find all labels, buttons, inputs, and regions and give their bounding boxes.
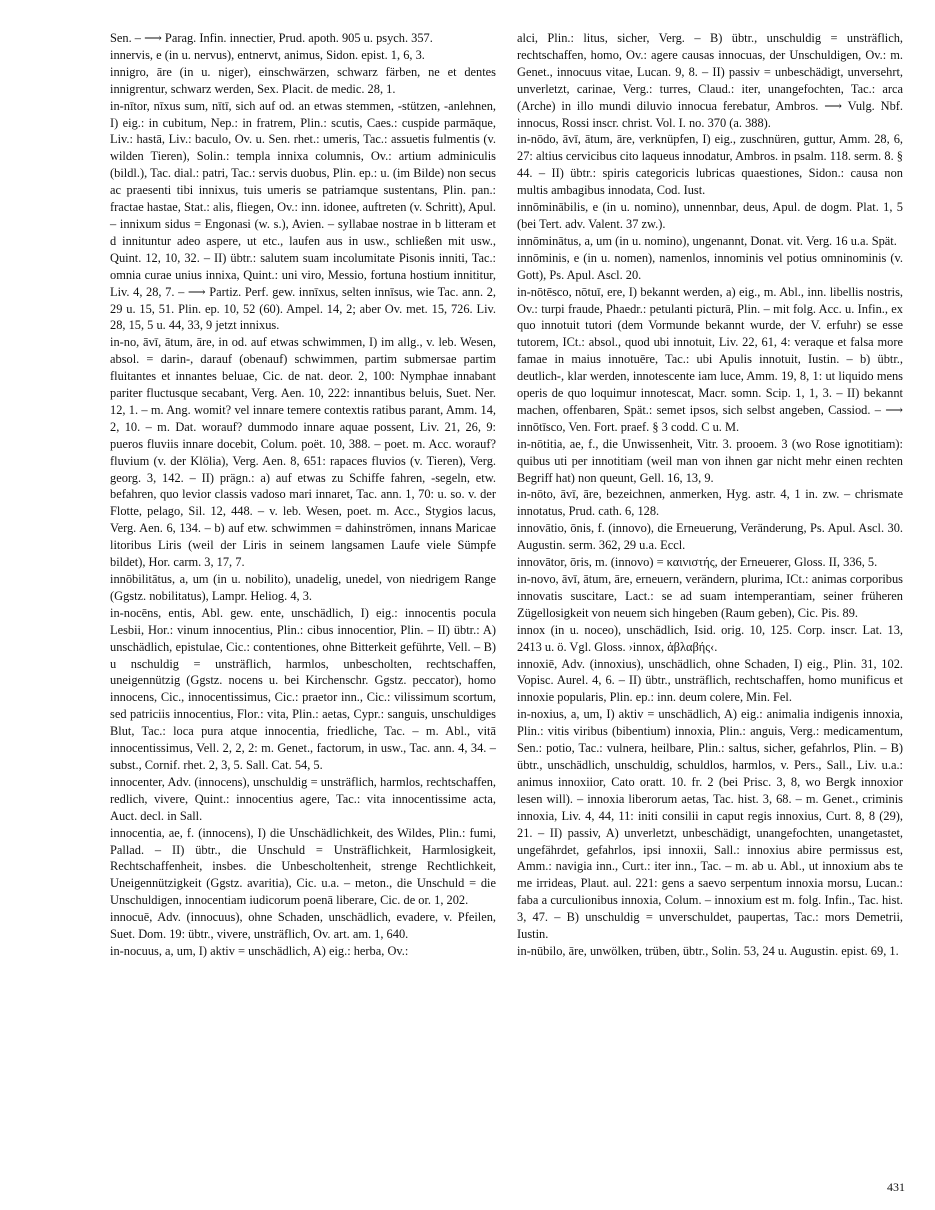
- dictionary-entry: in-nocēns, entis, Abl. gew. ente, unschädlich, I) eig.: innocentis pocula Lesbii, Hor.: vinum innocentius, Plin.: cibus innocentior, Plin. – II) übtr.: A) unschädlich, epistulae, Cic.: contentiones, ohne Bitterkeit geführte, Vell. – B) u nschuldig = unsträflich, harmlos, unbescholten, rechtschaffen, uneigennützig (Ggstz. nocens u. bei Kirchenschr. Ggstz. peccator), homo innocens, Cic., innocentissimus, Cic.: praetor inn., Cic.: vilissimum scortum, sed patriciis innocentius, Flor.: vita, Plin.: aetas, Cypr.: sanguis, unschuldiges Blut, Tac.: loca pura atque innocentia, friedliche, Tac. – m. Abl., vitā innocentissimus, Vell. 2, 2, 2: m. Genet., factorum, in usw., Tac. ann. 4, 34. – subst., Cornif. rhet. 2, 3, 5. Sall. Cat. 54, 5.: [110, 605, 496, 772]
- dictionary-entry: in-nocuus, a, um, I) aktiv = unschädlich, A) eig.: herba, Ov.:: [110, 943, 409, 958]
- dictionary-entry: in-nōdo, āvī, ātum, āre, verknüpfen, I) eig., zuschnüren, guttur, Amm. 28, 6, 27: altius cervicibus cito laqueus innodatur, Ambros. in psalm. 118. serm. 8. § 44. – II) übtr.: spiris categoricis lubricas quaestiones, Sidon.: causa non multis ambagibus innodata, Cod. Iust.: [517, 132, 903, 198]
- dictionary-entry: innox (in u. noceo), unschädlich, Isid. orig. 10, 125. Corp. inscr. Lat. 13, 2413 u. ö. Vgl. Gloss. ›innox, ἀβλαβής‹.: [517, 622, 903, 654]
- dictionary-entry: innocenter, Adv. (innocens), unschuldig = unsträflich, harmlos, rechtschaffen, redlich, vivere, Quint.: innocentius agere, Tac.: vita innocentissime acta, Auct. decl. in Sall.: [110, 774, 496, 823]
- dictionary-entry: in-novo, āvī, ātum, āre, erneuern, verändern, plurima, ICt.: animas corporibus innovatis suscitare, Lact.: se ad suam intemperantiam, seiner früheren Zügellosigkeit von neuem sich hingeben (Raum geben), Cic. Pis. 89.: [517, 572, 903, 620]
- dictionary-entry: in-nūbilo, āre, unwölken, trüben, übtr., Solin. 53, 24 u. Augustin. epist. 69, 1.: [517, 943, 899, 958]
- dictionary-entry: innoxiē, Adv. (innoxius), unschädlich, ohne Schaden, I) eig., Plin. 31, 102. Vopisc. Aurel. 4, 6. – II) übtr., unsträflich, rechtschaffen, homo munificus et innoxie popularis, Plin. ep.: inn. deum colere, Min. Fel.: [517, 656, 903, 705]
- dictionary-entry: innovātio, ōnis, f. (innovo), die Erneuerung, Veränderung, Ps. Apul. Ascl. 30. Augustin. serm. 362, 29 u.a. Eccl.: [517, 521, 903, 553]
- left-column: [110, 30, 496, 960]
- dictionary-entry: alci, Plin.: litus, sicher, Verg. – B) übtr., unschuldig = unsträflich, rechtschaffen, homo, Ov.: agere causas innocuas, der Unschuldigen, Ov.: m. Genet., innocuus vitae, Lucan. 9, 8. – II) passiv = unbeschädigt, unversehrt, unverletzt, carinae, Verg.: turres, Claud.: iter, unangefochten, Tac.: arca (Arche) in illo mundi diluvio innocua ferebatur, Ambros. ⟶ Vulg. Nbf. innocus, Rossi inscr. christ. Vol. I. no. 370 (a. 388).: [517, 31, 903, 130]
- dictionary-entry: in-nōtitia, ae, f., die Unwissenheit, Vitr. 3. prooem. 3 (wo Rose ignotitiam): quibus uti per innotitiam (weil man von ihnen gar nicht mehr einen rechten Begriff hat) non queunt, Gell. 16, 13, 9.: [517, 436, 903, 485]
- dictionary-entry: innocentia, ae, f. (innocens), I) die Unschädlichkeit, des Wildes, Plin.: fumi, Pallad. – II) übtr., die Unschuld = Unsträflichkeit, Harmlosigkeit, Rechtschaffenheit, insbes. die Unbescholtenheit, strenge Rechtlichkeit, Uneigennützigkeit (Ggstz. avaritia), Cic. u.a. – meton., die Unschuld = die Unschuldigen, innocentiam iudicorum poenā liberare, Cic. de or. 1, 202.: [110, 825, 496, 908]
- dictionary-entry: innovātor, ōris, m. (innovo) = καινιστής, der Erneuerer, Gloss. II, 336, 5.: [517, 555, 878, 570]
- dictionary-entry: innōminābilis, e (in u. nomino), unnennbar, deus, Apul. de dogm. Plat. 1, 5 (bei Tert. adv. Valent. 37 zw.).: [517, 200, 903, 231]
- dictionary-entry: in-nītor, nīxus sum, nītī, sich auf od. an etwas stemmen, -stützen, -anlehnen, I) eig.: in cubitum, Nep.: in fratrem, Plin.: scutis, Caes.: cuspide parmāque, Liv.: hastā, Liv.: baculo, Ov. u. Sen. rhet.: umeris, Tac.: assuetis fulmentis (v. wilden Tieren), Solin.: templa innixa columnis, Ov.: artium adminiculis (bildl.), Tac. dial.: patri, Tac.: servis duobus, Plin. ep.: u. (im Bilde) non secus ac praesenti tibi innixus, tuis umeris se patriamque sustentans, Plin. pan.: fractae hastae, Stat.: alis, fliegen, Ov.: inn. idonee, auftreten (v. Schritt), Apul. – innixum sidus = Engonasi (w. s.), Avien. – syllabae nostrae in b litteram et d innituntur adeo aspere, ut etc., laufen aus in usw., schließen mit usw., Quint. 12, 10, 32. – II) übtr.: salutem suam incolumitate Pisonis inniti, Tac.: omnia curae unius innixa, Quint.: uni viro, Messio, fortuna hostium innititur, Liv. 4, 28, 7. – ⟶ Partiz. Perf. gew. innīxus, selten innīsus, wie Tac. ann. 2, 29 u. 15, 51. Plin. ep. 10, 52 (60). Ampel. 14, 2; aber Ov. met. 15, 726. Liv. 28, 15, 5 u. 44, 33, 9 jetzt innixus.: [110, 98, 496, 333]
- dictionary-entry: in-nōtēsco, nōtuī, ere, I) bekannt werden, a) eig., m. Abl., inn. libellis nostris, Ov.: turpi fraude, Phaedr.: petulanti picturā, Plin. – mit folg. Acc. u. Infin., ex quo innotuit tutori (dem Vormunde bekannt wurde, der V. erfuhr) se esse tutorem, ICt.: absol., quod ubi innotuit, Liv. 22, 61, 4: veraque et falsa more famae in maius innotuēre, Tac.: ubi Apulis innotuit, Iustin. – b) übtr., deutlich-, klar werden, innotescente iam luce, Amm. 19, 8, 1: ut liquido mens operis de quo loquimur innotescat, Macr. somn. Scip. 1, 1, 3. – II) bekannt machen, offenbaren, Spät.: semet ipsos, sich selbst angeben, Cassiod. – ⟶ innōtīsco, Ven. Fort. praef. § 3 codd. C u. M.: [517, 284, 903, 434]
- dictionary-entry: innocuē, Adv. (innocuus), ohne Schaden, unschädlich, evadere, v. Pfeilen, Suet. Dom. 19: übtr., vivere, unsträflich, Ov. art. am. 1, 640.: [110, 910, 496, 942]
- dictionary-entry: in-nōto, āvī, āre, bezeichnen, anmerken, Hyg. astr. 4, 1 in. zw. – chrismate innotatus, Prud. cath. 6, 128.: [517, 487, 903, 519]
- dictionary-entry: in-no, āvī, ātum, āre, in od. auf etwas schwimmen, I) im allg., v. leb. Wesen, absol. = darin-, darauf (obenauf) schwimmen, partim submersae partim fluitantes et innantes beluae, Cic. de nat. deor. 2, 100: Nymphae innabant pariter fluctusque secabant, Verg. Aen. 10, 222: innantibus beluis, Suet. Ner. 12, 1. – m. Ang. womit? vel innare temere contextis ratibus parant, Amm. 14, 2, 10. – m. Dat. worauf? dummodo innare aquae possent, Liv. 21, 26, 9: pueros fluviis innare docebit, Colum. poët. 10, 388. – poet. m. Acc. worauf? fluvium (v. der Klölia), Verg. Aen. 8, 651: rapaces fluvios (v. Tieren), Verg. georg. 3, 142. – II) prägn.: a) auf etwas zu Schiffe fahren, -segeln, etw. befahren, quo levior classis vadoso mari innaret, Tac. ann. 1, 70: u. so. v. der Flotte, pelago, Sil. 12, 448. – v. leb. Wesen, poet. m. Acc., Stygios lacus, Verg. Aen. 6, 134. – b) auf etw. schwimmen = dahinströmen, innans Maricae litoribus Liris (weil der Liris in seinem langsamen Laufe viele Sümpfe bildet), Hor. carm. 3, 17, 7.: [110, 335, 496, 570]
- dictionary-entry: innervis, e (in u. nervus), entnervt, animus, Sidon. epist. 1, 6, 3.: [110, 47, 425, 62]
- page-number: 431: [887, 1180, 905, 1194]
- dictionary-entry: innōminis, e (in u. nomen), namenlos, innominis vel potius omninominis (v. Gott), Ps. Apul. Ascl. 20.: [517, 250, 903, 282]
- dictionary-entry: in-noxius, a, um, I) aktiv = unschädlich, A) eig.: animalia indigenis innoxia, Plin.: vitis viribus (bibentium) innoxia, Plin.: anguis, Verg.: medicamentum, Sen.: potio, Tac.: vulnera, heilbare, Plin.: saltus, sicher, gefahrlos, Plin. – B) übtr., unschädlich, unschuldig, schuldlos, harmlos, v. Pers., Sall., Liv. u.a.: animus innoxiior, Cato oratt. 10. fr. 2 (bei Prisc. 3, 8, wo Bergk innoxior lesen will). – innoxia liberorum aetas, Tac. hist. 3, 68. – m. Genet., criminis innoxia, Liv. 4, 44, 11: initi consilii in caput regis innoxius, Curt. 8, 8 (29), 21. – II) passiv, A) unverletzt, unbeschädigt, unangefochten, unangetastet, ungefährdet, gefahrlos, ipsi innoxii, Sall.: innoxius abire permissus est, Amm.: navigia inn., Curt.: iter inn., Tac. – m. ab u. Abl., ut innoxium abs te me irrideas, Plaut. aul. 221: gens a saevo serpentum innoxia morsu, Lucan.: faba a curculionibus innoxia, Colum. – innoxium est m. folg. Infin., Tac. hist. 3, 47. – B) unschuldig = unverschuldet, paupertas, Tac.: mors Demetrii, Iustin.: [517, 707, 903, 942]
- right-column: [517, 30, 903, 960]
- dictionary-entry: innōminātus, a, um (in u. nomino), ungenannt, Donat. vit. Verg. 16 u.a. Spät.: [517, 233, 897, 248]
- dictionary-entry: innigro, āre (in u. niger), einschwärzen, schwarz färben, ne et dentes innigrentur, schwarz werden, Sex. Placit. de medic. 28, 1.: [110, 64, 496, 96]
- dictionary-entry: innōbilitātus, a, um (in u. nobilito), unadelig, unedel, von niedrigem Range (Ggstz. nobilitatus), Lampr. Heliog. 4, 3.: [110, 572, 496, 603]
- dictionary-entry: Sen. – ⟶ Parag. Infin. innectier, Prud. apoth. 905 u. psych. 357.: [110, 31, 433, 45]
